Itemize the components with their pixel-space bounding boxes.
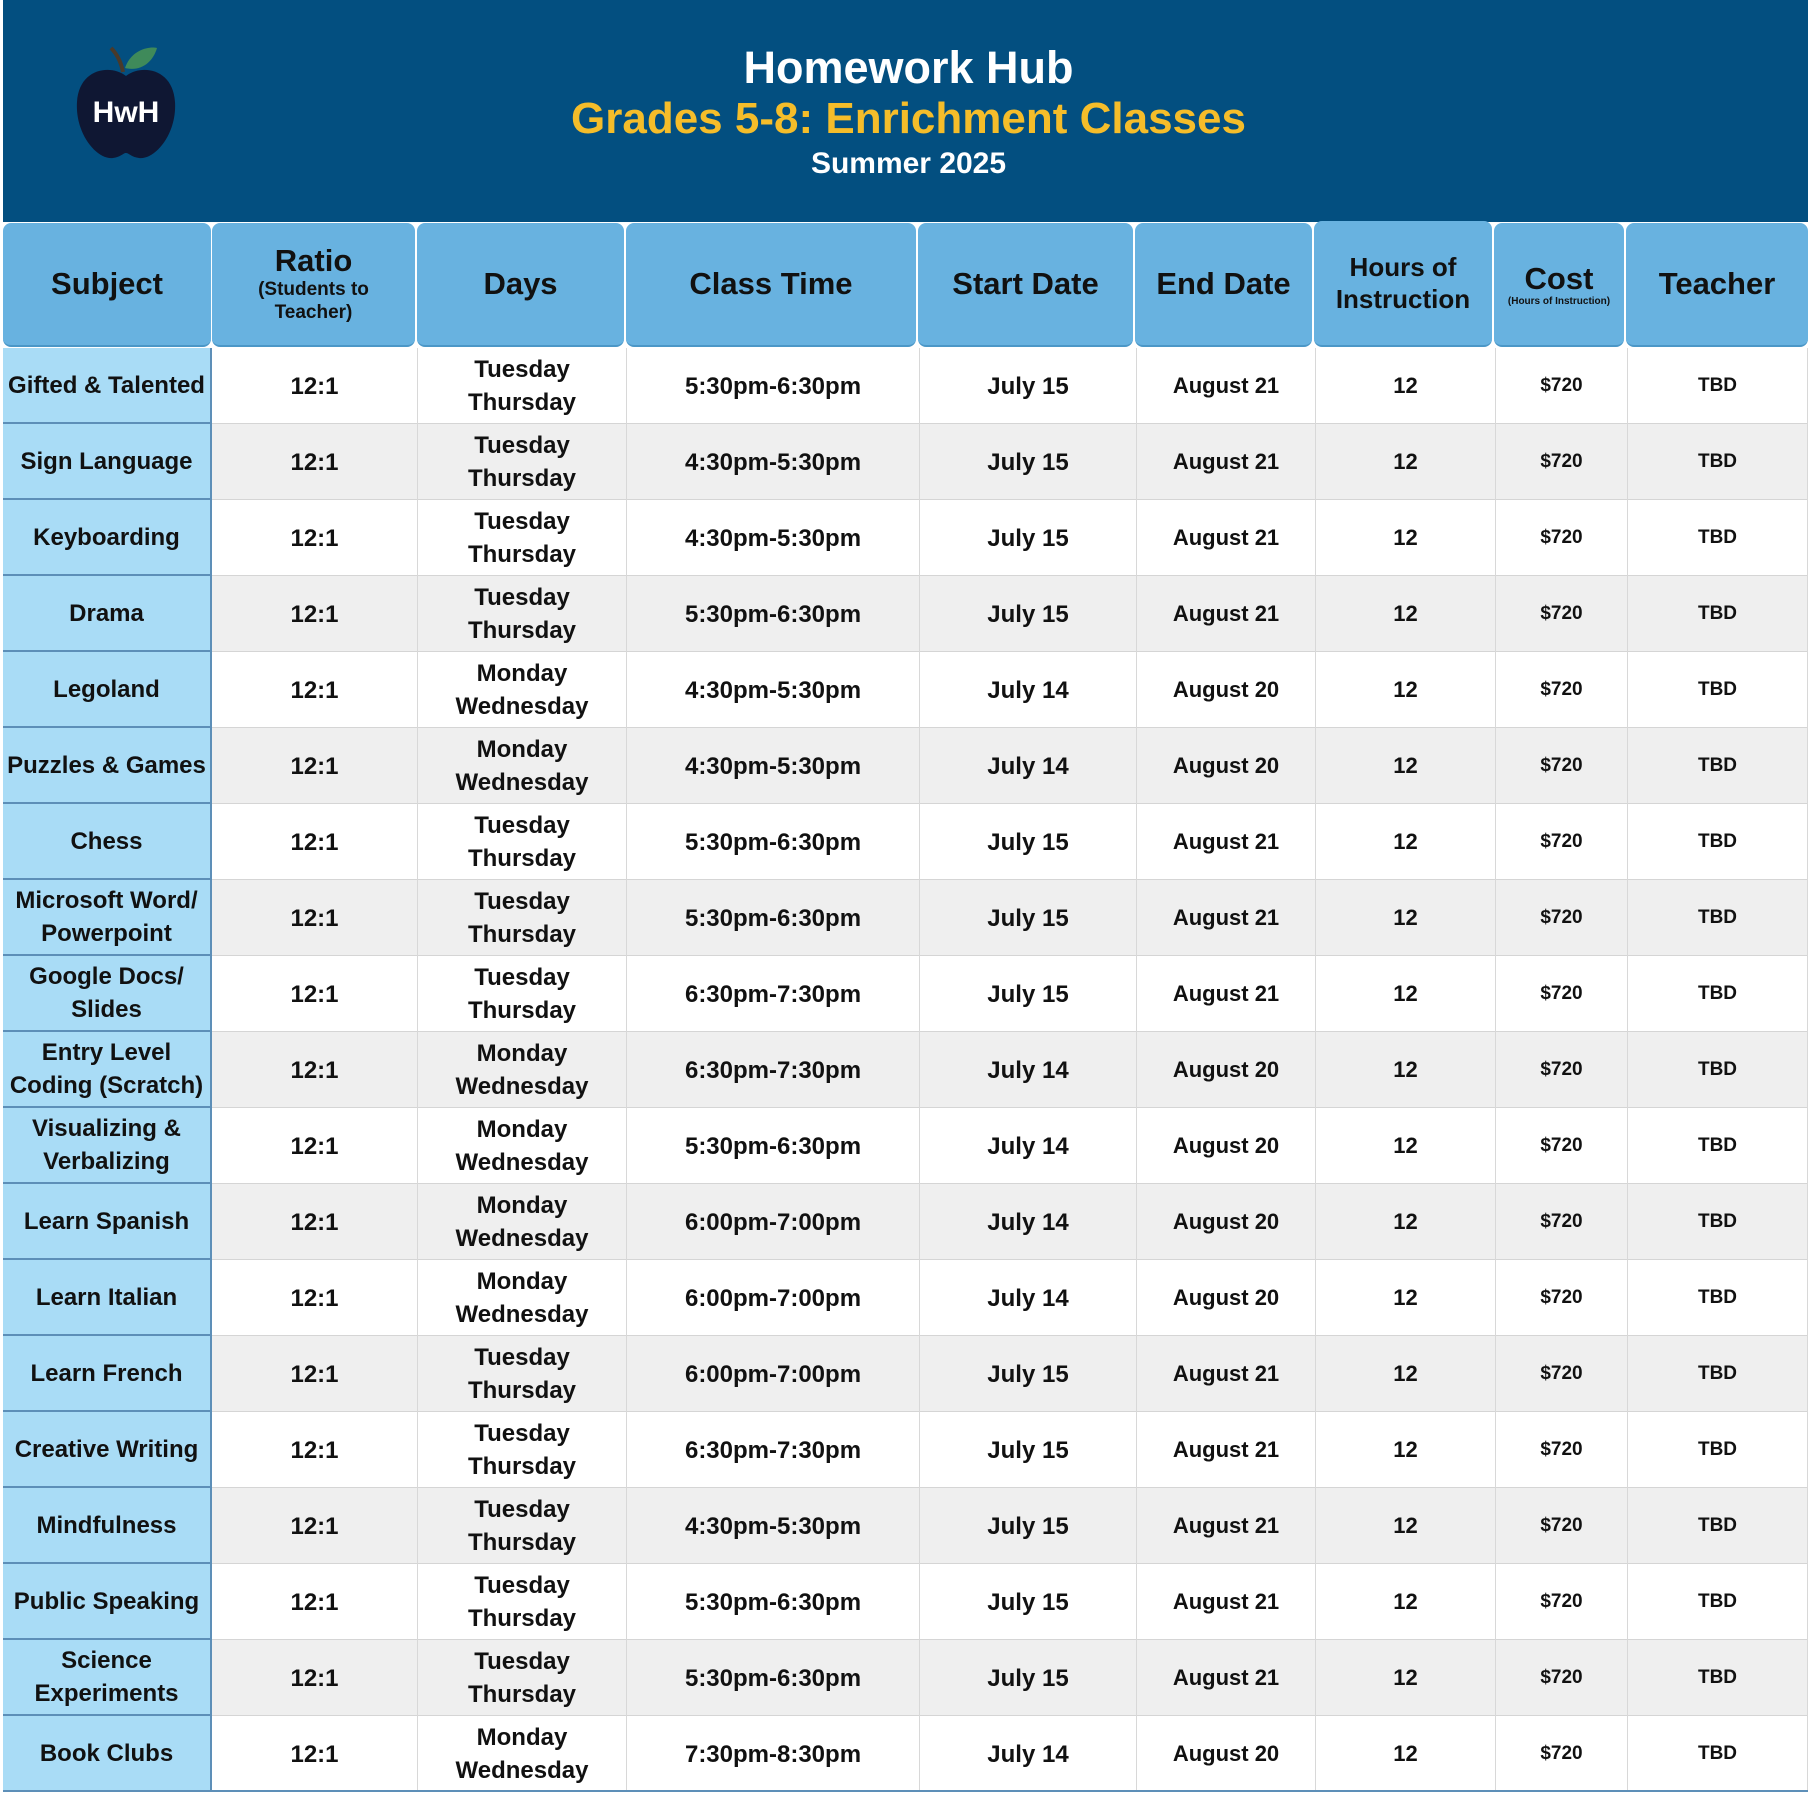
cell-hours: 12: [1316, 652, 1496, 728]
column-header-label: Subject: [51, 266, 163, 301]
cell-time: 6:00pm-7:00pm: [627, 1260, 920, 1336]
cell-cost: $720: [1496, 652, 1628, 728]
column-header-label: Teacher: [1658, 266, 1776, 301]
cell-cost: $720: [1496, 1108, 1628, 1184]
cell-time: 4:30pm-5:30pm: [627, 1488, 920, 1564]
table-row: [3, 348, 1808, 424]
cell-subject: Creative Writing: [3, 1412, 212, 1488]
cell-cost: $720: [1496, 1260, 1628, 1336]
table-row: [3, 1108, 1808, 1184]
cell-cost: $720: [1496, 576, 1628, 652]
cell-cost: $720: [1496, 880, 1628, 956]
cell-subject: Science Experiments: [3, 1640, 212, 1716]
cell-end: August 21: [1137, 1412, 1316, 1488]
cell-days: Tuesday Thursday: [418, 1640, 627, 1716]
cell-subject: Book Clubs: [3, 1716, 212, 1792]
cell-ratio: 12:1: [212, 956, 418, 1032]
table-row: [3, 1184, 1808, 1260]
table-row: [3, 1032, 1808, 1108]
cell-start: July 14: [920, 1716, 1137, 1792]
cell-time: 5:30pm-6:30pm: [627, 804, 920, 880]
table-row: [3, 956, 1808, 1032]
cell-teacher: TBD: [1628, 424, 1808, 500]
table-row: [3, 1412, 1808, 1488]
column-header-subject: [3, 223, 211, 347]
column-header-label: Ratio: [274, 243, 353, 278]
cell-teacher: TBD: [1628, 804, 1808, 880]
cell-days: Tuesday Thursday: [418, 1336, 627, 1412]
cell-teacher: TBD: [1628, 728, 1808, 804]
cell-teacher: TBD: [1628, 1564, 1808, 1640]
cell-days: Monday Wednesday: [418, 1032, 627, 1108]
cell-end: August 21: [1137, 576, 1316, 652]
cell-end: August 20: [1137, 1716, 1316, 1792]
table-row: [3, 576, 1808, 652]
table-row: [3, 1260, 1808, 1336]
cell-days: Tuesday Thursday: [418, 1564, 627, 1640]
column-header-class-time: [626, 223, 916, 347]
cell-ratio: 12:1: [212, 1488, 418, 1564]
cell-end: August 20: [1137, 728, 1316, 804]
cell-start: July 15: [920, 500, 1137, 576]
cell-ratio: 12:1: [212, 804, 418, 880]
cell-ratio: 12:1: [212, 1412, 418, 1488]
table-row: [3, 500, 1808, 576]
column-header-start-date: [918, 223, 1133, 347]
cell-cost: $720: [1496, 1032, 1628, 1108]
cell-start: July 15: [920, 348, 1137, 424]
cell-time: 4:30pm-5:30pm: [627, 652, 920, 728]
column-header-label: Hours of: [1349, 252, 1457, 282]
cell-teacher: TBD: [1628, 1716, 1808, 1792]
cell-end: August 21: [1137, 1488, 1316, 1564]
cell-days: Tuesday Thursday: [418, 1488, 627, 1564]
logo-text: HwH: [92, 96, 160, 129]
page-title: Homework Hub: [743, 42, 1074, 93]
cell-hours: 12: [1316, 500, 1496, 576]
cell-teacher: TBD: [1628, 880, 1808, 956]
column-header-label: Cost: [1524, 260, 1594, 296]
cell-subject: Microsoft Word/ Powerpoint: [3, 880, 212, 956]
cell-cost: $720: [1496, 1716, 1628, 1792]
cell-hours: 12: [1316, 1564, 1496, 1640]
cell-subject: Chess: [3, 804, 212, 880]
cell-ratio: 12:1: [212, 1564, 418, 1640]
cell-ratio: 12:1: [212, 1336, 418, 1412]
cell-teacher: TBD: [1628, 348, 1808, 424]
cell-start: July 14: [920, 728, 1137, 804]
cell-subject: Learn French: [3, 1336, 212, 1412]
cell-time: 6:30pm-7:30pm: [627, 1412, 920, 1488]
cell-start: July 15: [920, 1564, 1137, 1640]
cell-teacher: TBD: [1628, 1412, 1808, 1488]
cell-hours: 12: [1316, 1488, 1496, 1564]
cell-subject: Learn Spanish: [3, 1184, 212, 1260]
cell-ratio: 12:1: [212, 652, 418, 728]
cell-start: July 15: [920, 1640, 1137, 1716]
cell-subject: Learn Italian: [3, 1260, 212, 1336]
cell-start: July 14: [920, 1032, 1137, 1108]
cell-subject: Gifted & Talented: [3, 348, 212, 424]
cell-days: Monday Wednesday: [418, 1108, 627, 1184]
cell-ratio: 12:1: [212, 1184, 418, 1260]
cell-hours: 12: [1316, 576, 1496, 652]
cell-days: Monday Wednesday: [418, 728, 627, 804]
cell-start: July 15: [920, 1412, 1137, 1488]
cell-time: 6:30pm-7:30pm: [627, 956, 920, 1032]
cell-teacher: TBD: [1628, 1488, 1808, 1564]
cell-hours: 12: [1316, 424, 1496, 500]
column-header-note: (Students to: [258, 279, 369, 300]
cell-start: July 14: [920, 1108, 1137, 1184]
cell-cost: $720: [1496, 956, 1628, 1032]
cell-cost: $720: [1496, 1184, 1628, 1260]
cell-hours: 12: [1316, 880, 1496, 956]
table-row: [3, 804, 1808, 880]
cell-teacher: TBD: [1628, 1108, 1808, 1184]
cell-teacher: TBD: [1628, 956, 1808, 1032]
cell-end: August 21: [1137, 424, 1316, 500]
cell-cost: $720: [1496, 1564, 1628, 1640]
cell-ratio: 12:1: [212, 500, 418, 576]
cell-days: Monday Wednesday: [418, 1716, 627, 1792]
cell-days: Tuesday Thursday: [418, 500, 627, 576]
page-subtitle: Grades 5-8: Enrichment Classes: [571, 94, 1246, 143]
cell-ratio: 12:1: [212, 728, 418, 804]
cell-hours: 12: [1316, 1640, 1496, 1716]
table-row: [3, 1640, 1808, 1716]
cell-cost: $720: [1496, 1640, 1628, 1716]
cell-time: 5:30pm-6:30pm: [627, 1564, 920, 1640]
cell-time: 5:30pm-6:30pm: [627, 348, 920, 424]
cell-time: 5:30pm-6:30pm: [627, 1108, 920, 1184]
column-header-label: Start Date: [952, 266, 1099, 301]
cell-subject: Keyboarding: [3, 500, 212, 576]
cell-cost: $720: [1496, 348, 1628, 424]
column-header-hours: [1314, 221, 1492, 347]
column-header-ratio: [212, 223, 415, 347]
cell-hours: 12: [1316, 1412, 1496, 1488]
cell-subject: Google Docs/ Slides: [3, 956, 212, 1032]
cell-teacher: TBD: [1628, 1184, 1808, 1260]
cell-days: Tuesday Thursday: [418, 424, 627, 500]
column-header-note: (Hours of Instruction): [1507, 295, 1611, 307]
cell-end: August 20: [1137, 1184, 1316, 1260]
column-header-teacher: [1626, 223, 1808, 347]
cell-ratio: 12:1: [212, 348, 418, 424]
column-header-label: End Date: [1156, 266, 1291, 301]
cell-teacher: TBD: [1628, 1032, 1808, 1108]
cell-time: 5:30pm-6:30pm: [627, 1640, 920, 1716]
cell-cost: $720: [1496, 804, 1628, 880]
cell-time: 5:30pm-6:30pm: [627, 880, 920, 956]
table-row: [3, 1716, 1808, 1792]
cell-ratio: 12:1: [212, 1716, 418, 1792]
cell-end: August 21: [1137, 348, 1316, 424]
cell-time: 4:30pm-5:30pm: [627, 500, 920, 576]
cell-teacher: TBD: [1628, 652, 1808, 728]
cell-end: August 20: [1137, 1260, 1316, 1336]
cell-start: July 15: [920, 1336, 1137, 1412]
cell-ratio: 12:1: [212, 424, 418, 500]
cell-teacher: TBD: [1628, 1336, 1808, 1412]
table-row: [3, 880, 1808, 956]
cell-end: August 20: [1137, 1108, 1316, 1184]
cell-days: Monday Wednesday: [418, 1184, 627, 1260]
cell-cost: $720: [1496, 1412, 1628, 1488]
column-header-end-date: [1135, 223, 1312, 347]
cell-time: 4:30pm-5:30pm: [627, 728, 920, 804]
column-header-cost: [1494, 223, 1624, 347]
cell-hours: 12: [1316, 728, 1496, 804]
cell-hours: 12: [1316, 348, 1496, 424]
column-header-label: Class Time: [689, 266, 853, 301]
cell-time: 5:30pm-6:30pm: [627, 576, 920, 652]
cell-cost: $720: [1496, 424, 1628, 500]
cell-hours: 12: [1316, 1032, 1496, 1108]
cell-end: August 21: [1137, 1564, 1316, 1640]
cell-days: Tuesday Thursday: [418, 956, 627, 1032]
cell-teacher: TBD: [1628, 500, 1808, 576]
cell-hours: 12: [1316, 1184, 1496, 1260]
cell-start: July 15: [920, 880, 1137, 956]
cell-time: 7:30pm-8:30pm: [627, 1716, 920, 1792]
season-label: Summer 2025: [810, 147, 1007, 180]
cell-days: Monday Wednesday: [418, 1260, 627, 1336]
header-banner: [3, 0, 1808, 222]
cell-ratio: 12:1: [212, 1640, 418, 1716]
cell-end: August 21: [1137, 500, 1316, 576]
cell-ratio: 12:1: [212, 880, 418, 956]
table-row: [3, 1336, 1808, 1412]
cell-hours: 12: [1316, 1336, 1496, 1412]
cell-ratio: 12:1: [212, 1260, 418, 1336]
cell-time: 6:00pm-7:00pm: [627, 1184, 920, 1260]
cell-cost: $720: [1496, 728, 1628, 804]
cell-hours: 12: [1316, 1260, 1496, 1336]
cell-ratio: 12:1: [212, 1108, 418, 1184]
cell-days: Tuesday Thursday: [418, 804, 627, 880]
cell-subject: Puzzles & Games: [3, 728, 212, 804]
column-header-days: [417, 223, 624, 347]
cell-end: August 21: [1137, 1640, 1316, 1716]
cell-days: Tuesday Thursday: [418, 348, 627, 424]
table-row: [3, 728, 1808, 804]
cell-hours: 12: [1316, 804, 1496, 880]
column-header-label: Days: [483, 266, 558, 301]
cell-subject: Public Speaking: [3, 1564, 212, 1640]
cell-start: July 15: [920, 1488, 1137, 1564]
cell-days: Tuesday Thursday: [418, 880, 627, 956]
cell-hours: 12: [1316, 1108, 1496, 1184]
cell-time: 6:30pm-7:30pm: [627, 1032, 920, 1108]
cell-subject: Sign Language: [3, 424, 212, 500]
cell-hours: 12: [1316, 956, 1496, 1032]
cell-teacher: TBD: [1628, 1260, 1808, 1336]
cell-start: July 14: [920, 652, 1137, 728]
cell-start: July 15: [920, 804, 1137, 880]
table-row: [3, 424, 1808, 500]
cell-start: July 14: [920, 1260, 1137, 1336]
cell-time: 6:00pm-7:00pm: [627, 1336, 920, 1412]
cell-days: Tuesday Thursday: [418, 576, 627, 652]
cell-end: August 20: [1137, 652, 1316, 728]
column-header-label: Instruction: [1335, 284, 1471, 314]
cell-cost: $720: [1496, 500, 1628, 576]
cell-ratio: 12:1: [212, 576, 418, 652]
cell-end: August 20: [1137, 1032, 1316, 1108]
cell-subject: Legoland: [3, 652, 212, 728]
table-row: [3, 1564, 1808, 1640]
cell-cost: $720: [1496, 1488, 1628, 1564]
column-header-note: Teacher): [274, 302, 353, 323]
cell-days: Tuesday Thursday: [418, 1412, 627, 1488]
cell-end: August 21: [1137, 1336, 1316, 1412]
cell-start: July 15: [920, 424, 1137, 500]
cell-teacher: TBD: [1628, 1640, 1808, 1716]
table-row: [3, 652, 1808, 728]
cell-end: August 21: [1137, 880, 1316, 956]
cell-time: 4:30pm-5:30pm: [627, 424, 920, 500]
cell-end: August 21: [1137, 956, 1316, 1032]
cell-start: July 14: [920, 1184, 1137, 1260]
cell-cost: $720: [1496, 1336, 1628, 1412]
table-row: [3, 1488, 1808, 1564]
cell-days: Monday Wednesday: [418, 652, 627, 728]
cell-subject: Visualizing & Verbalizing: [3, 1108, 212, 1184]
cell-subject: Entry Level Coding (Scratch): [3, 1032, 212, 1108]
table-bottom-border: [3, 1790, 1808, 1792]
cell-subject: Mindfulness: [3, 1488, 212, 1564]
cell-subject: Drama: [3, 576, 212, 652]
cell-hours: 12: [1316, 1716, 1496, 1792]
cell-teacher: TBD: [1628, 576, 1808, 652]
cell-end: August 21: [1137, 804, 1316, 880]
cell-ratio: 12:1: [212, 1032, 418, 1108]
cell-start: July 15: [920, 956, 1137, 1032]
cell-start: July 15: [920, 576, 1137, 652]
